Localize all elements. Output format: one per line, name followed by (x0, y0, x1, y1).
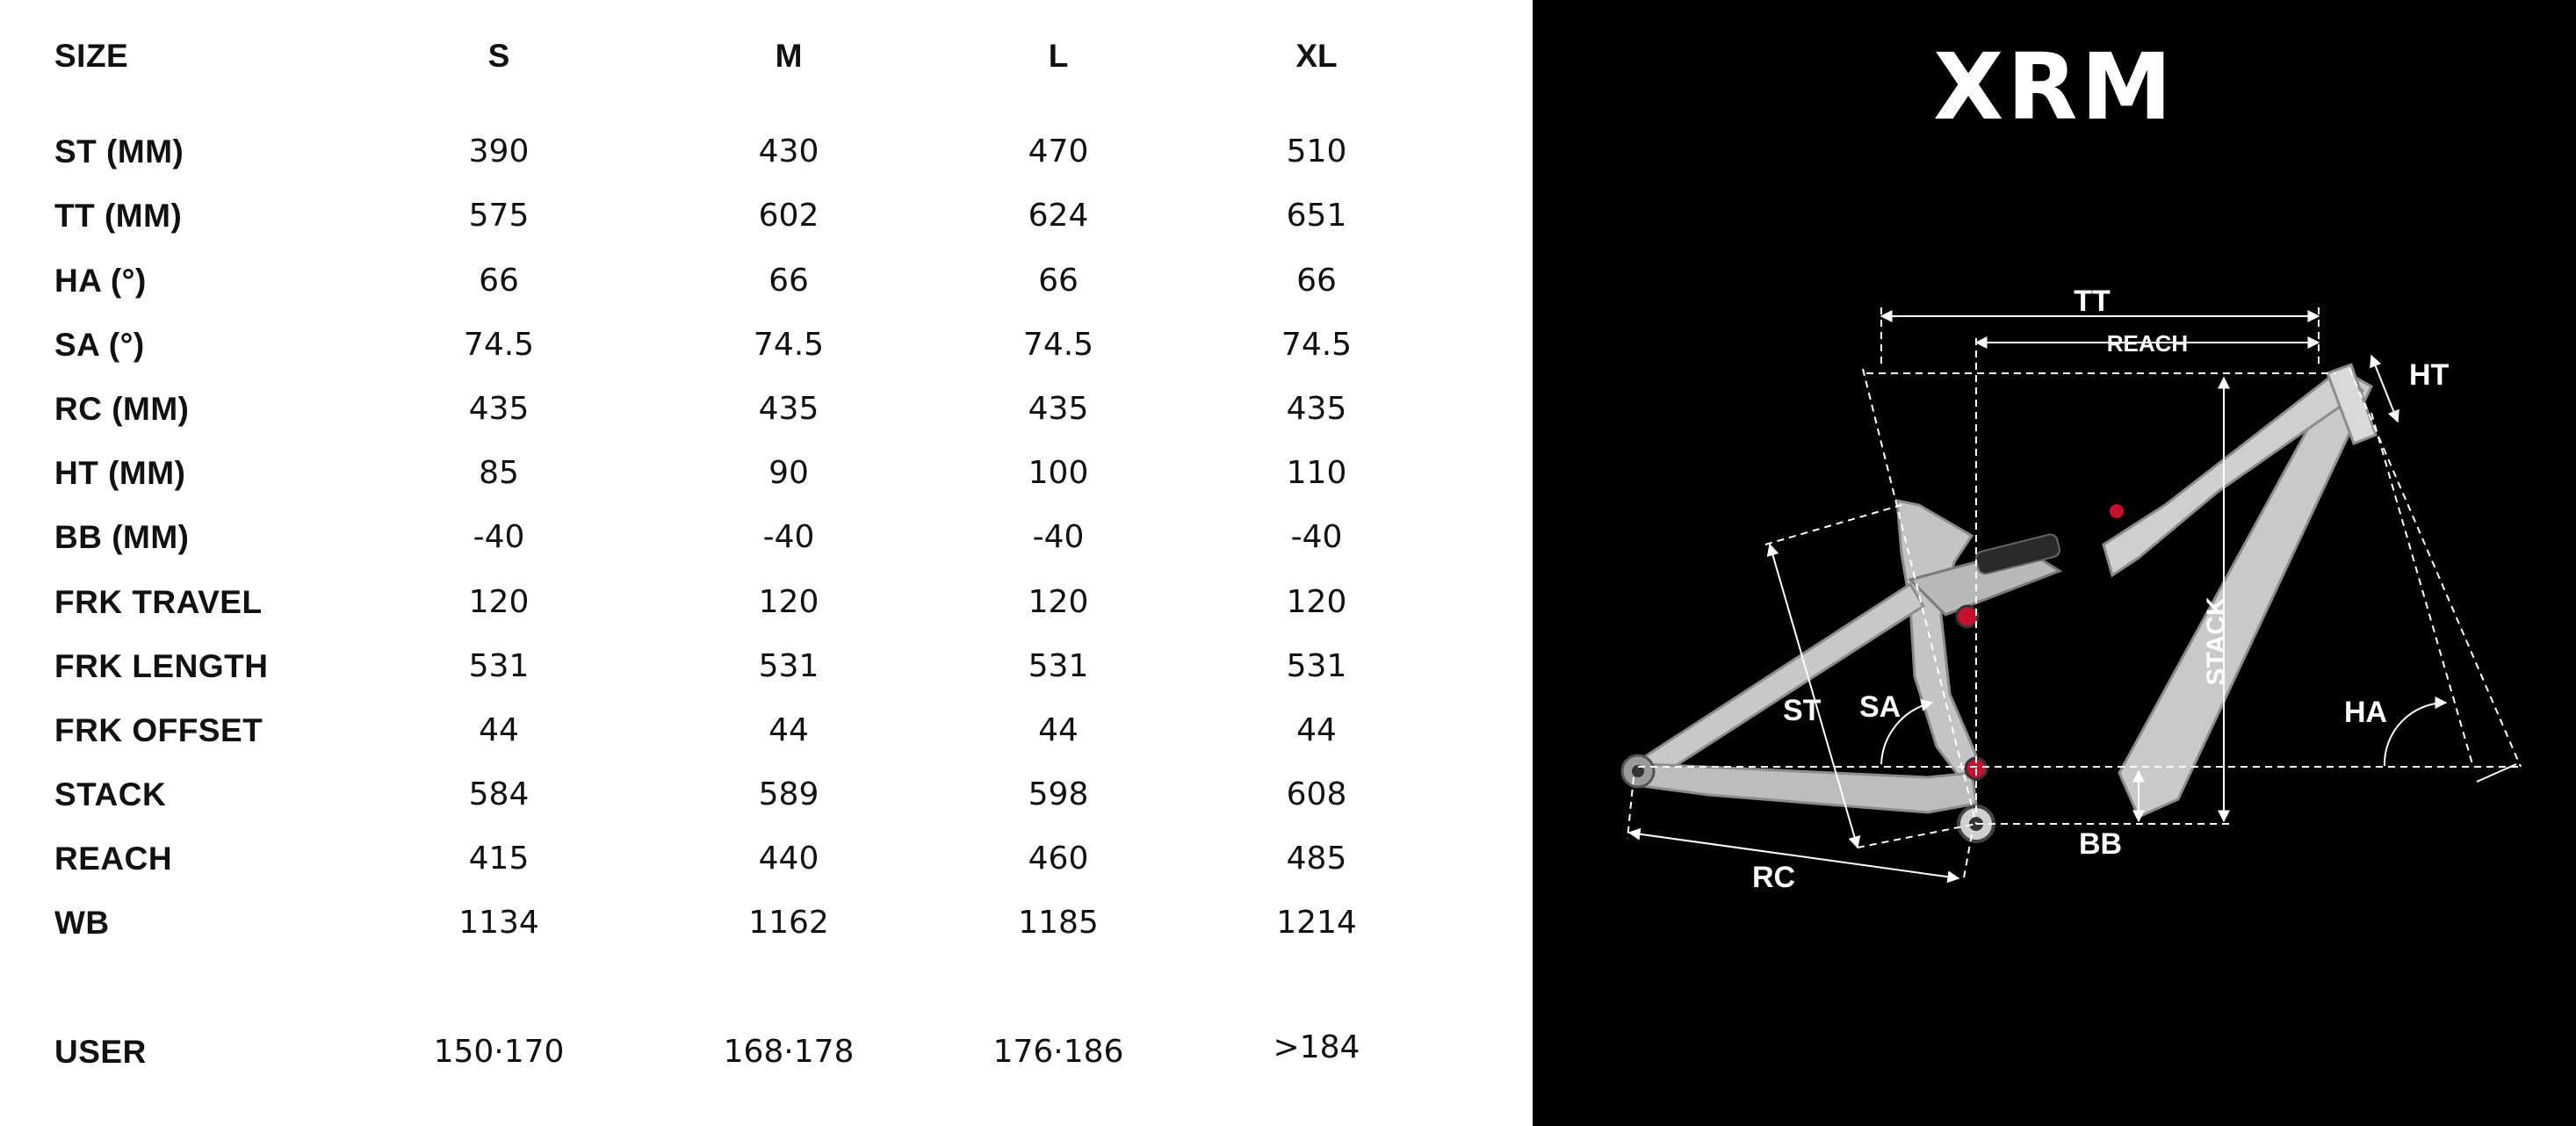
row-label: TT (MM) (54, 198, 183, 234)
value-m: 430 (758, 134, 819, 170)
value-xl: 66 (1296, 263, 1337, 299)
value-s: 1134 (458, 905, 539, 941)
table-row (0, 576, 1533, 629)
table-row (0, 319, 1533, 372)
table-row (0, 833, 1533, 885)
value-l: 598 (1028, 776, 1089, 812)
value-xl: 120 (1286, 584, 1347, 620)
value-s: 390 (468, 134, 530, 170)
row-label: FRK TRAVEL (54, 584, 263, 620)
value-s: 584 (468, 776, 530, 812)
chain-stay (1629, 764, 1976, 812)
value-xl: 74.5 (1281, 327, 1353, 363)
user-range-xl: >184 (1273, 1029, 1360, 1065)
table-row (0, 511, 1533, 564)
size-s-header: S (487, 38, 510, 74)
row-label: STACK (54, 776, 167, 812)
row-label: RC (MM) (54, 391, 190, 427)
user-range-s: 150·170 (433, 1034, 565, 1070)
value-m: 531 (758, 648, 819, 684)
value-m: 1162 (748, 905, 829, 941)
value-s: 44 (479, 712, 519, 748)
value-xl: 651 (1286, 198, 1347, 234)
value-xl: -40 (1290, 519, 1343, 555)
value-xl: 44 (1296, 712, 1337, 748)
row-label: HT (MM) (54, 455, 186, 491)
bb-label: BB (2079, 827, 2123, 861)
value-s: 531 (468, 648, 530, 684)
down-tube (2119, 369, 2371, 817)
value-xl: 435 (1286, 391, 1347, 427)
value-l: 66 (1038, 263, 1079, 299)
value-s: 120 (468, 584, 530, 620)
value-m: 74.5 (753, 327, 825, 363)
header-row (0, 30, 1533, 83)
value-m: 435 (758, 391, 819, 427)
value-s: 435 (468, 391, 530, 427)
value-l: -40 (1032, 519, 1085, 555)
row-label: FRK LENGTH (54, 648, 269, 684)
sa-label: SA (1859, 690, 1901, 724)
row-label: SA (°) (54, 327, 145, 363)
ht-label: HT (2409, 358, 2450, 392)
value-xl: 485 (1286, 841, 1347, 877)
value-l: 435 (1028, 391, 1089, 427)
model-title: XRM (1933, 33, 2176, 141)
ha-label: HA (2344, 696, 2388, 729)
value-m: 589 (758, 776, 819, 812)
value-m: -40 (762, 519, 815, 555)
bike-frame-illustration (1622, 365, 2376, 841)
stack-label: STACK (2202, 596, 2231, 686)
value-l: 120 (1028, 584, 1089, 620)
frame-geometry-diagram (1533, 0, 2576, 1126)
st-extension-line (1765, 505, 1901, 545)
reach-label: REACH (2106, 330, 2189, 357)
table-row (0, 769, 1533, 821)
value-s: 85 (479, 455, 519, 491)
table-row (0, 255, 1533, 307)
value-xl: 531 (1286, 648, 1347, 684)
st-label: ST (1783, 694, 1822, 727)
table-row (0, 897, 1533, 949)
value-m: 66 (768, 263, 809, 299)
seat-tube (1897, 501, 1976, 782)
size-l-header: L (1048, 38, 1069, 74)
value-l: 470 (1028, 134, 1089, 170)
frame-geometry-panel (1533, 0, 2576, 1126)
seat-stay (1634, 584, 1923, 773)
rc-label: RC (1752, 861, 1796, 894)
ha-angle-arc (2385, 703, 2446, 766)
table-row (0, 640, 1533, 693)
row-label: WB (54, 905, 110, 941)
st-extension-line (1858, 824, 1976, 848)
row-label: REACH (54, 841, 173, 877)
user-range-l: 176·186 (992, 1034, 1124, 1070)
pivot-upper (1957, 606, 1978, 627)
value-l: 460 (1028, 841, 1089, 877)
row-label: FRK OFFSET (54, 712, 263, 748)
value-l: 100 (1028, 455, 1089, 491)
value-l: 44 (1038, 712, 1079, 748)
user-range-m: 168·178 (723, 1034, 855, 1070)
value-s: 74.5 (463, 327, 535, 363)
value-m: 602 (758, 198, 819, 234)
user-height-row (0, 1026, 1533, 1079)
value-m: 440 (758, 841, 819, 877)
value-xl: 510 (1286, 134, 1347, 170)
table-row (0, 126, 1533, 178)
size-m-header: M (775, 38, 803, 74)
front-axle-tick (2477, 764, 2516, 782)
row-label: HA (°) (54, 263, 147, 299)
size-header: SIZE (54, 38, 129, 74)
table-row (0, 190, 1533, 242)
table-row (0, 383, 1533, 436)
value-s: -40 (473, 519, 525, 555)
size-xl-header: XL (1295, 38, 1338, 74)
value-l: 624 (1028, 198, 1089, 234)
value-xl: 608 (1286, 776, 1347, 812)
user-label: USER (54, 1034, 147, 1070)
table-row (0, 447, 1533, 500)
table-row (0, 704, 1533, 757)
value-m: 120 (758, 584, 819, 620)
value-s: 415 (468, 841, 530, 877)
ht-dimension-line (2371, 356, 2398, 422)
value-l: 1185 (1018, 905, 1099, 941)
value-l: 74.5 (1022, 327, 1094, 363)
value-s: 66 (479, 263, 519, 299)
tt-label: TT (2074, 285, 2111, 318)
value-m: 90 (768, 455, 809, 491)
value-l: 531 (1028, 648, 1089, 684)
value-s: 575 (468, 198, 530, 234)
pivot-toptube (2110, 504, 2124, 518)
value-m: 44 (768, 712, 809, 748)
row-label: BB (MM) (54, 519, 190, 555)
value-xl: 110 (1286, 455, 1347, 491)
row-label: ST (MM) (54, 134, 184, 170)
value-xl: 1214 (1276, 905, 1357, 941)
